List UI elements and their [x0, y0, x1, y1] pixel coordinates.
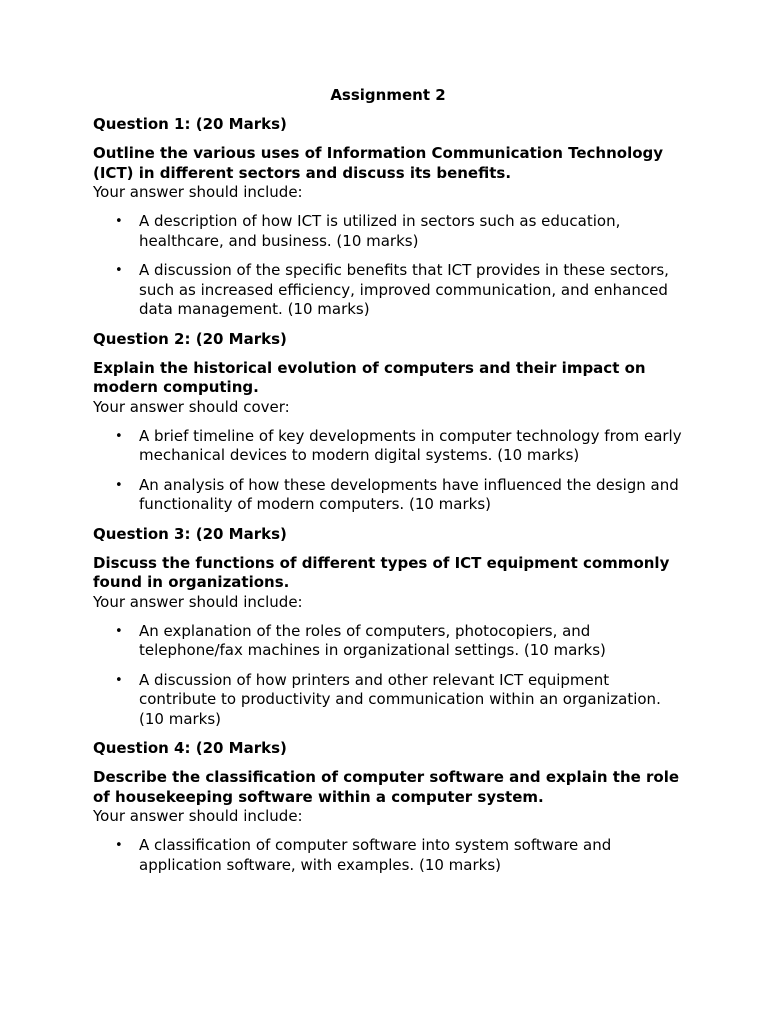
requirement-list: [93, 427, 683, 515]
list-item-text: A brief timeline of key developments in computer technology from early mechanical devices to modern digital systems. (10 marks): [139, 426, 682, 464]
list-item: [93, 261, 683, 320]
question-heading: Question 3: (20 Marks): [93, 524, 287, 543]
list-item-text: A description of how ICT is utilized in sectors such as education, healthcare, and business. (10 marks): [139, 212, 621, 250]
document-page: [93, 86, 683, 885]
answer-intro: Your answer should include:: [93, 183, 303, 201]
list-item-text: An analysis of how these developments have influenced the design and functionality of modern computers. (10 marks): [139, 475, 679, 513]
list-item: [93, 671, 683, 730]
list-item-text: An explanation of the roles of computers, photocopiers, and telephone/fax machines in organizational settings. (10 marks): [139, 621, 606, 659]
question-2: [93, 330, 683, 515]
requirement-list: [93, 836, 683, 875]
list-item: [93, 836, 683, 875]
bullet-icon: •: [115, 428, 123, 444]
answer-intro: Your answer should include:: [93, 807, 303, 825]
list-item: [93, 622, 683, 661]
answer-intro: Your answer should include:: [93, 592, 303, 611]
question-prompt: Explain the historical evolution of computers and their impact on modern computing.: [93, 358, 646, 396]
requirement-list: [93, 212, 683, 320]
question-heading: Question 4: (20 Marks): [93, 739, 287, 757]
question-1: [93, 115, 683, 320]
question-3: [93, 525, 683, 730]
bullet-icon: •: [115, 214, 123, 229]
question-prompt: Describe the classification of computer software and explain the role of housekeeping software within a computer system.: [93, 768, 680, 806]
question-heading: Question 1: (20 Marks): [93, 115, 287, 133]
bullet-icon: •: [115, 623, 123, 639]
list-item-text: A classification of computer software into system software and application software, with examples. (10 marks): [139, 836, 612, 874]
requirement-list: [93, 622, 683, 730]
list-item: [93, 212, 683, 251]
bullet-icon: •: [115, 672, 123, 688]
bullet-icon: •: [115, 477, 123, 493]
list-item-text: A discussion of how printers and other relevant ICT equipment contribute to productivity and communication within an organization. (10 marks): [139, 670, 661, 728]
question-prompt: Discuss the functions of different types of ICT equipment commonly found in organizations.: [93, 553, 670, 591]
question-4: [93, 739, 683, 875]
list-item: [93, 476, 683, 515]
list-item: [93, 427, 683, 466]
bullet-icon: •: [115, 263, 123, 278]
answer-intro: Your answer should cover:: [93, 397, 290, 416]
question-prompt: Outline the various uses of Information Communication Technology (ICT) in different sectors and discuss its benefits.: [93, 144, 664, 182]
question-heading: Question 2: (20 Marks): [93, 329, 287, 348]
document-title: Assignment 2: [330, 86, 446, 104]
list-item-text: A discussion of the specific benefits that ICT provides in these sectors, such as increased efficiency, improved communication, and enhanced data management. (10 marks): [139, 261, 669, 318]
bullet-icon: •: [115, 838, 123, 853]
